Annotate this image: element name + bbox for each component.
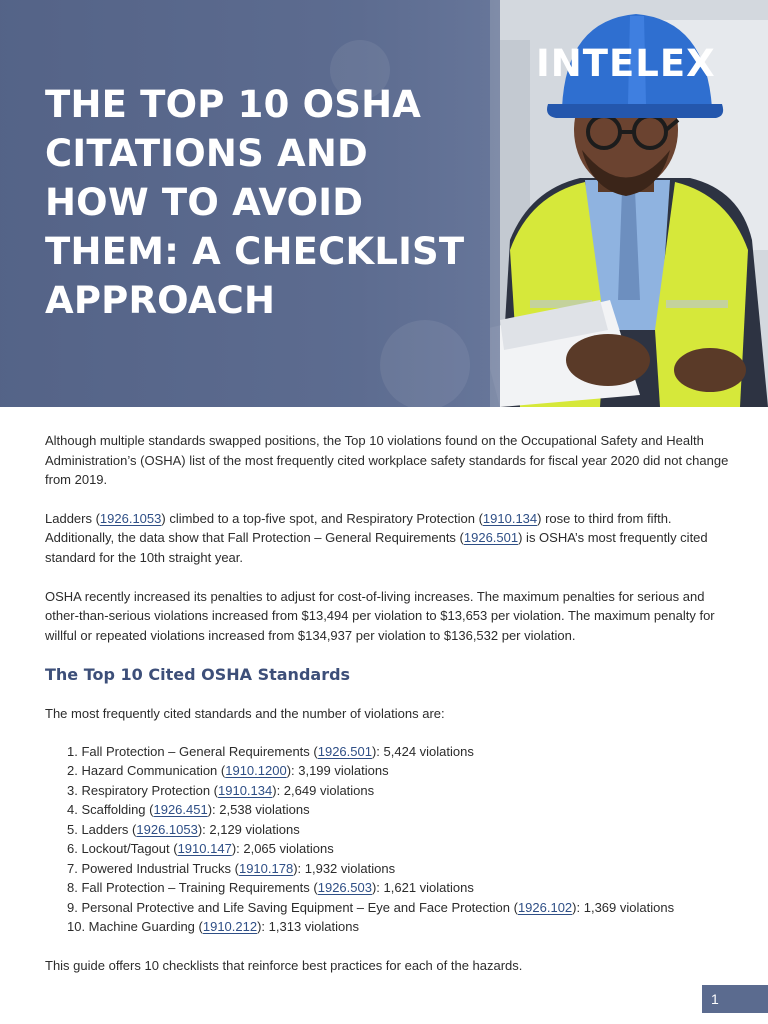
- text: Ladders (: [45, 510, 100, 526]
- list-item: [67, 781, 735, 801]
- item-count: ): 2,129 violations: [197, 821, 300, 837]
- paragraph-ladders: [45, 509, 735, 568]
- text: ) is OSHA’s most frequently cited standard for the 10th straight year.: [45, 530, 708, 565]
- standard-link[interactable]: 1910.178: [238, 860, 294, 876]
- standard-link[interactable]: 1910.147: [177, 841, 232, 857]
- item-text: 10. Machine Guarding (: [67, 919, 203, 935]
- item-count: ): 2,065 violations: [231, 841, 334, 857]
- list-item: [67, 820, 735, 840]
- item-text: 6. Lockout/Tagout (: [67, 841, 178, 857]
- item-count: ): 1,932 violations: [293, 860, 396, 876]
- document-title: [45, 80, 475, 325]
- hero-banner: [0, 0, 768, 407]
- item-count: ): 5,424 violations: [371, 743, 474, 759]
- list-item: [67, 859, 735, 879]
- list-item: [67, 917, 735, 937]
- item-count: ): 1,621 violations: [371, 880, 474, 896]
- standard-link[interactable]: 1926.451: [153, 802, 208, 818]
- text: ) climbed to a top-five spot, and Respiratory Protection (: [161, 510, 483, 526]
- closing-paragraph: This guide offers 10 checklists that reinforce best practices for each of the hazards.: [45, 957, 523, 973]
- item-text: 9. Personal Protective and Life Saving Equipment – Eye and Face Protection (: [67, 899, 518, 915]
- paragraph-penalties: OSHA recently increased its penalties to adjust for cost-of-living increases. The maximum penalties for serious and other-than-serious violations increased from $13,494 per violation to $13,653 per violation. The maximum penalty for willful or repeated violations increased from $134,937 per violation to $136,532 per violation.: [45, 588, 715, 643]
- page-number: 1: [702, 985, 768, 1013]
- standard-link[interactable]: 1926.102: [517, 899, 573, 915]
- item-text: 1. Fall Protection – General Requirements (: [67, 743, 318, 759]
- standard-link[interactable]: 1926.503: [317, 880, 372, 896]
- item-count: ): 1,313 violations: [257, 919, 359, 935]
- item-count: ): 1,369 violations: [572, 899, 675, 915]
- list-item: [67, 761, 735, 781]
- list-item: [67, 839, 735, 859]
- item-text: 4. Scaffolding (: [67, 802, 154, 818]
- title-line: THEM: A CHECKLIST: [45, 230, 465, 273]
- item-text: 7. Powered Industrial Trucks (: [67, 860, 239, 876]
- violations-list: [67, 742, 735, 937]
- item-count: ): 3,199 violations: [286, 763, 389, 779]
- list-item: [67, 800, 735, 820]
- section-heading: The Top 10 Cited OSHA Standards: [45, 665, 351, 685]
- list-item: [67, 898, 735, 918]
- text: ) rose to third from fifth. Additionally, the data show that Fall Protection – General Requirements (: [45, 510, 672, 546]
- standard-link[interactable]: 1926.1053: [99, 510, 162, 526]
- standard-link[interactable]: 1910.134: [482, 510, 538, 526]
- standard-link[interactable]: 1910.212: [202, 919, 258, 935]
- item-count: ): 2,538 violations: [207, 802, 310, 818]
- standard-link[interactable]: 1926.501: [463, 530, 519, 546]
- document-body: [45, 431, 735, 995]
- item-text: 2. Hazard Communication (: [67, 763, 226, 779]
- standard-link[interactable]: 1910.134: [218, 782, 273, 798]
- standard-link[interactable]: 1926.501: [317, 743, 372, 759]
- title-line: HOW TO AVOID: [45, 181, 364, 224]
- title-line: THE TOP 10 OSHA: [45, 83, 422, 126]
- title-line: APPROACH: [45, 279, 276, 322]
- paragraph-intro: Although multiple standards swapped positions, the Top 10 violations found on the Occupational Safety and Health Administration’s (OSHA) list of the most frequently cited workplace safety standards for fiscal year 2020 did not change from 2019.: [45, 433, 729, 488]
- list-intro: The most frequently cited standards and the number of violations are:: [45, 706, 445, 722]
- title-line: CITATIONS AND: [45, 132, 368, 175]
- item-text: 3. Respiratory Protection (: [67, 782, 219, 798]
- item-text: 8. Fall Protection – Training Requirements (: [67, 880, 318, 896]
- list-item: [67, 878, 735, 898]
- list-item: [67, 742, 735, 762]
- intelex-logo: INTELEX: [536, 42, 716, 85]
- item-count: ): 2,649 violations: [272, 782, 375, 798]
- standard-link[interactable]: 1926.1053: [136, 821, 198, 837]
- standard-link[interactable]: 1910.1200: [225, 763, 287, 779]
- background-shape: [380, 320, 470, 407]
- item-text: 5. Ladders (: [67, 821, 137, 837]
